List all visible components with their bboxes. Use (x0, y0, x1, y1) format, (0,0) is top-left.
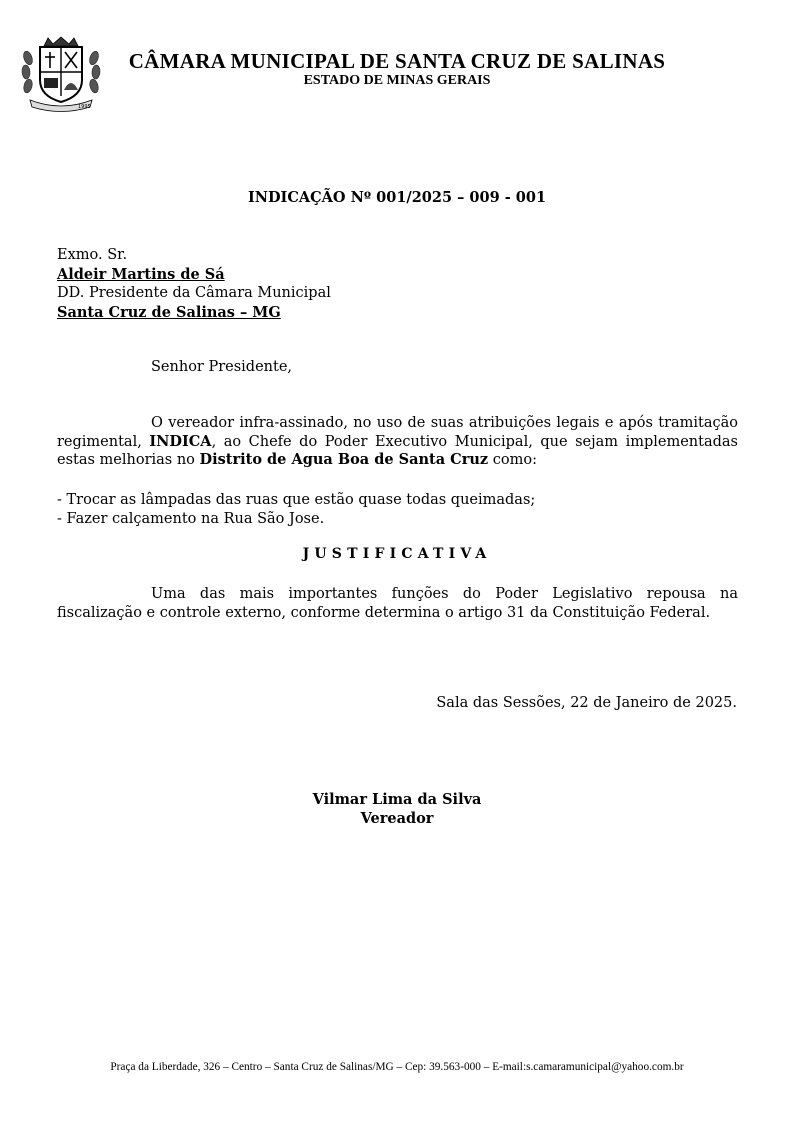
municipal-crest-logo (20, 36, 102, 112)
list-item: - Fazer calçamento na Rua São Jose. (57, 511, 325, 527)
body-text-2: , ao Chefe do Poder Executivo Municipal, que sejam implementadas estas melhorias no (57, 433, 738, 468)
footer-address: Praça da Liberdade, 326 – Centro – Santa Cruz de Salinas/MG – Cep: 39.563-000 – E-mail:s.camaramunicipal@yahoo.com.br (110, 1061, 684, 1073)
body-paragraph (57, 414, 738, 470)
body-bold-district: Distrito de Agua Boa de Santa Cruz (199, 451, 489, 468)
chamber-title: CÂMARA MUNICIPAL DE SANTA CRUZ DE SALINAS (128, 49, 666, 73)
recipient-salutation: Exmo. Sr. (57, 247, 128, 263)
signer-name: Vilmar Lima da Silva (312, 791, 482, 808)
signer-title: Vereador (360, 810, 434, 827)
recipient-role: DD. Presidente da Câmara Municipal (57, 285, 331, 301)
greeting: Senhor Presidente, (151, 359, 293, 375)
justification-heading: JUSTIFICATIVA (302, 546, 492, 562)
body-bold-indica: INDICA (149, 432, 212, 450)
crest-year-text: 1995 (78, 104, 91, 110)
justification-paragraph: Uma das mais importantes funções do Poder Legislativo repousa na fiscalização e controle externo, conforme determina o artigo 31 da Constituição Federal. (57, 586, 738, 621)
session-date: Sala das Sessões, 22 de Janeiro de 2025. (436, 695, 737, 711)
document-title: INDICAÇÃO Nº 001/2025 – 009 - 001 (247, 189, 547, 206)
list-item: - Trocar as lâmpadas das ruas que estão quase todas queimadas; (57, 492, 536, 508)
body-text-1: O vereador infra-assinado, no uso de suas atribuições legais e após tramitação regimental, (57, 415, 738, 450)
recipient-name: Aldeir Martins de Sá (57, 266, 225, 283)
state-subtitle: ESTADO DE MINAS GERAIS (303, 73, 491, 88)
body-text-3: como: (488, 452, 537, 468)
recipient-location: Santa Cruz de Salinas – MG (57, 304, 281, 321)
